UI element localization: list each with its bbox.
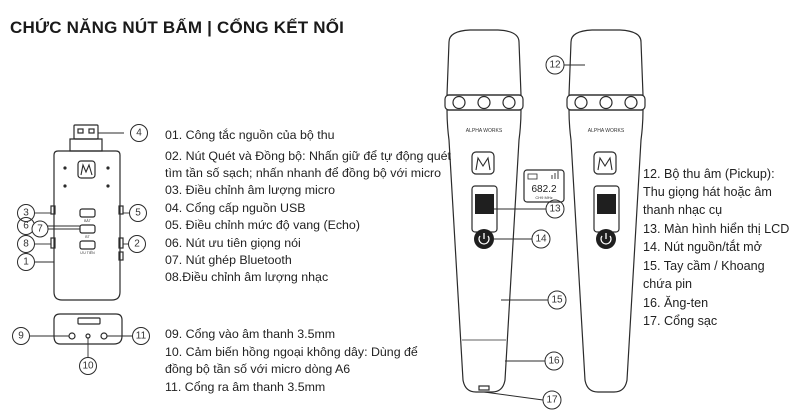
- mic-right-ring-bead: [625, 97, 637, 109]
- lcd-unit: CH9 MHz: [535, 195, 553, 200]
- legend-item-01: 01. Công tắc nguồn của bộ thu: [165, 128, 335, 142]
- callout-17: 17: [546, 394, 558, 406]
- music-volume-knob[interactable]: [51, 238, 55, 248]
- mic-left-ring-bead: [503, 97, 515, 109]
- mic-left-charge-port[interactable]: [479, 386, 489, 390]
- mic-volume-knob[interactable]: [51, 206, 55, 214]
- callout-8: 8: [23, 238, 29, 250]
- logo-mark: [81, 165, 92, 175]
- legend-item-12-cont2: thanh nhạc cụ: [643, 203, 723, 217]
- callout-16: 16: [548, 355, 560, 367]
- side-control[interactable]: [119, 252, 123, 260]
- mic-left-brand: ALPHA WORKS: [465, 128, 503, 134]
- legend-item-02: 02. Nút Quét và Đồng bộ: Nhấn giữ để tự động quét: [165, 149, 451, 163]
- mic-right-ring-bead: [575, 97, 587, 109]
- echo-knob[interactable]: [119, 206, 123, 214]
- ir-sensor: [86, 334, 90, 338]
- legend-item-12: 12. Bộ thu âm (Pickup):: [643, 167, 775, 181]
- usb-pin: [78, 129, 83, 133]
- callout-14: 14: [535, 233, 547, 245]
- mic-right-grille: [569, 30, 643, 95]
- legend-item-02-cont: tìm tần số sạch; nhấn nhanh để đồng bộ với micro: [165, 166, 442, 180]
- lcd-frequency: 682.2: [531, 184, 557, 195]
- legend-item-12-cont1: Thu giọng hát hoặc âm: [643, 185, 772, 199]
- sync-button-label: BẮT: [84, 219, 91, 223]
- legend-item-14: 14. Nút nguồn/tắt mở: [643, 240, 762, 254]
- legend-item-11: 11. Cổng ra âm thanh 3.5mm: [165, 380, 326, 394]
- legend-item-09: 09. Cổng vào âm thanh 3.5mm: [165, 327, 336, 341]
- priority-button[interactable]: [80, 241, 95, 249]
- legend-item-05: 05. Điều chỉnh mức độ vang (Echo): [165, 218, 360, 232]
- signal-icon: [552, 171, 558, 179]
- audio-in-port[interactable]: [69, 333, 75, 339]
- usb-plug-neck: [70, 139, 102, 151]
- battery-icon: [528, 174, 537, 179]
- usb-pin: [89, 129, 94, 133]
- mic-left-ring-bead: [453, 97, 465, 109]
- legend-item-17: 17. Cổng sạc: [643, 314, 718, 328]
- ir-sensor-window: [78, 318, 100, 324]
- callout-12: 12: [549, 59, 561, 71]
- receiver-front: [51, 125, 123, 300]
- legend-item-16: 16. Ăng-ten: [643, 296, 709, 310]
- mic-left-grille: [447, 30, 521, 95]
- callout-7: 7: [37, 223, 43, 235]
- mic-left-logo: [472, 152, 494, 174]
- power-switch[interactable]: [119, 238, 123, 248]
- legend-item-03: 03. Điều chỉnh âm lượng micro: [165, 183, 335, 197]
- legend-item-10: 10. Cảm biến hồng ngoại không dây: Dùng để: [165, 345, 418, 359]
- mic-right-logo-mark: [598, 158, 612, 170]
- legend-item-06: 06. Nút ưu tiên giọng nói: [165, 236, 301, 250]
- mic-right-brand: ALPHA WORKS: [587, 128, 625, 134]
- callout-11: 11: [135, 330, 147, 342]
- microphone-left: [445, 30, 523, 392]
- callout-13: 13: [549, 203, 561, 215]
- legend-item-13: 13. Màn hình hiển thị LCD: [643, 222, 790, 236]
- callout-3: 3: [23, 207, 29, 219]
- leader-lines: [30, 65, 585, 400]
- legend-item-15-cont: chứa pin: [643, 277, 693, 291]
- priority-button-label: ƯU TIÊN: [80, 251, 95, 255]
- mic-right-logo: [594, 152, 616, 174]
- mic-left-lcd: [475, 194, 494, 214]
- bluetooth-button[interactable]: [80, 225, 95, 233]
- callout-1: 1: [23, 256, 29, 268]
- callout-6: 6: [23, 220, 29, 232]
- page-title: CHỨC NĂNG NÚT BẤM | CỔNG KẾT NỐI: [10, 18, 345, 37]
- legend-item-07: 07. Nút ghép Bluetooth: [165, 253, 292, 267]
- callout-10: 10: [82, 360, 94, 372]
- callout-9: 9: [18, 330, 24, 342]
- mic-right-ring-bead: [600, 97, 612, 109]
- callout-5: 5: [135, 207, 141, 219]
- callout-15: 15: [551, 294, 563, 306]
- legend-item-08: 08.Điều chỉnh âm lượng nhạc: [165, 270, 329, 284]
- legend-item-10-cont: đồng bộ tần số với micro dòng A6: [165, 362, 351, 376]
- audio-out-port[interactable]: [101, 333, 107, 339]
- callout-4: 4: [136, 127, 142, 139]
- mic-right-lcd: [597, 194, 616, 214]
- callout-2: 2: [134, 238, 140, 250]
- mic-left-logo-mark: [476, 158, 490, 170]
- legend-item-15: 15. Tay cầm / Khoang: [643, 259, 765, 273]
- bt-button-label: BT: [85, 235, 90, 239]
- legend-item-04: 04. Cổng cấp nguồn USB: [165, 201, 306, 215]
- microphone-right: [567, 30, 645, 392]
- mic-left-ring-bead: [478, 97, 490, 109]
- sync-button[interactable]: [80, 209, 95, 217]
